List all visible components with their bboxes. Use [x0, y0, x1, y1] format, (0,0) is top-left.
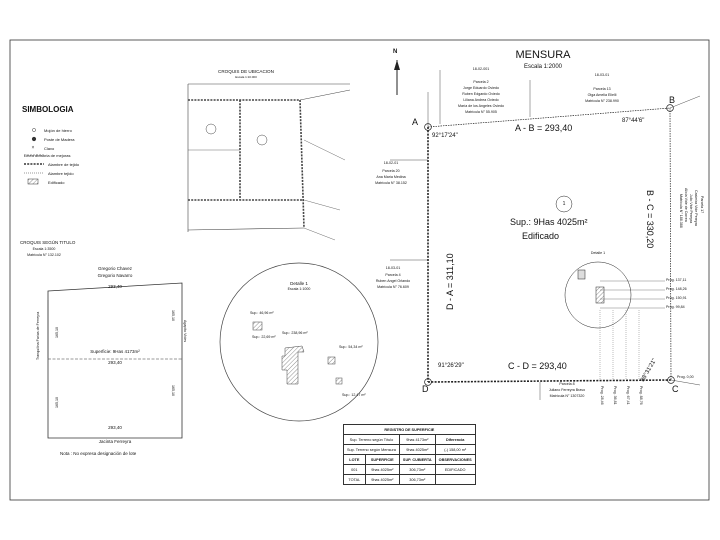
table-header: LOTE	[344, 455, 366, 465]
parcel-label: Matrícula N° 76.609	[377, 285, 409, 289]
parcel-label: Parcela 2	[473, 80, 489, 84]
nail-icon: ×	[31, 145, 35, 151]
legend-item: Alambre de tejido	[48, 162, 80, 167]
legend-item: Mojón de hierro	[44, 128, 72, 133]
table-header-row	[344, 455, 476, 465]
prog-label: Prog. 150,91	[666, 296, 687, 300]
parcel-label: María de los Angeles Oviedo	[458, 104, 504, 108]
title-sketch-left-dim: 165,10	[55, 327, 59, 338]
table-cell: TOTAL	[344, 475, 366, 485]
table-cell: Sup. Terreno según Mensura	[344, 445, 400, 455]
table-cell: (-) 158,00 m²	[435, 445, 475, 455]
parcel-label: Parcela 4	[385, 273, 401, 277]
wood-post-icon	[32, 137, 35, 140]
location-scale: Escala 1:10.000	[235, 75, 257, 79]
parcel-label: Parcela 20	[382, 169, 400, 173]
parcel-label: 18-02-01	[383, 161, 399, 165]
legend-item: Linea divisoria de mejoras	[24, 153, 71, 158]
angle-b: 87°44'6"	[622, 118, 645, 124]
vertex-b: B	[669, 95, 676, 105]
detail-area: Sup.: 12,47 m²	[342, 393, 366, 397]
title-sketch-title: CROQUIS SEGÚN TITULO	[20, 240, 76, 245]
table-cell: EDIFICADO	[435, 465, 475, 475]
parcel-label: Parcela 8	[559, 382, 575, 386]
parcel-label: Matrícula N° 188.388	[679, 194, 683, 228]
parcel-label: Ruben Angel Orlando	[375, 279, 411, 283]
prog-label: Prog. 88,76	[639, 386, 643, 405]
parcel-label: Jorge Eduardo Oviedo	[463, 86, 499, 90]
parcel-label: Parcela 13	[593, 87, 611, 91]
north-label: N	[393, 49, 398, 55]
angle-d: 91°26'29"	[438, 363, 464, 369]
detail-area: Sup.: 22,69 m²	[252, 335, 276, 339]
title-sketch-bottom-owner: Jacinta Ferreyra	[98, 439, 132, 444]
angle-c: 88°31'21"	[640, 357, 659, 383]
prog-label: Prog. 148,26	[666, 287, 687, 291]
location-title: CROQUIS DE UBICACION	[218, 69, 274, 74]
parcel-label: Ruben Edgardo Oviedo	[462, 92, 500, 96]
title-sketch-matricula: Matrícula N° 132.102	[27, 253, 61, 257]
title-sketch-owner-top-1: Gregorio Chavez	[97, 266, 133, 271]
title-sketch-scale: Escala 1:3500	[32, 247, 56, 251]
detail-area: Sup.: 46,96 m²	[250, 311, 274, 315]
parcel-label: Ana María Medina	[376, 175, 406, 179]
plan-scale: Escala 1:2000	[523, 64, 563, 70]
prog-label: Prog. 137,11	[666, 278, 687, 282]
legend-title: SIMBOLOGIA	[22, 105, 74, 114]
table-row	[344, 445, 476, 455]
detail-area: Sup.: 54,34 m²	[339, 345, 363, 349]
parcel-label: Julio Vide Pereyra	[689, 194, 693, 224]
area-register-table	[343, 424, 476, 485]
prog-label: Prog. 36,81	[613, 386, 617, 405]
parcel-label: 18-03-01	[594, 73, 610, 77]
angle-a: 92°17'24"	[432, 133, 458, 139]
table-cell: 306,73m²	[399, 475, 435, 485]
location-sketch	[188, 84, 350, 240]
table-cell: 9has 4025m²	[365, 475, 399, 485]
parcel-label: Juliano Ferreyra Bravo	[548, 388, 586, 392]
title-sketch-left-owner: Tranquilina Farias de Ferreyra	[36, 311, 40, 360]
title-sketch-sup: Superficie: 9Has 4173m²	[90, 349, 140, 354]
table-cell: 001	[344, 465, 366, 475]
title-sketch-right-dim: 165,10	[171, 385, 175, 396]
detail-title: Detalle 1	[290, 281, 308, 286]
built-area-icon	[28, 179, 38, 184]
vertex-d: D	[422, 384, 429, 394]
north-arrow	[394, 60, 400, 95]
table-header: OBSERVACIONES	[435, 455, 475, 465]
lot-status: Edificado	[522, 231, 560, 241]
legend-item: Alambre tejido	[48, 171, 74, 176]
detail-scale: Escala 1:1000	[287, 287, 311, 291]
table-header: SUPERFICIE	[365, 455, 399, 465]
legend-item: Clavo	[44, 146, 55, 151]
plan-title: MENSURA	[515, 49, 571, 61]
table-row	[344, 435, 476, 445]
legend-item: Poste de Madera	[44, 137, 75, 142]
lot-number: 1	[562, 201, 566, 207]
title-sketch-left-dim: 165,10	[55, 397, 59, 408]
table-cell: 9has 4173m²	[399, 435, 435, 445]
parcel-label: 18-03-01	[385, 266, 401, 270]
iron-marker-icon	[32, 128, 35, 131]
register-title: REGISTRO DE SUPERFICIE	[344, 425, 476, 435]
table-cell	[435, 475, 475, 485]
table-row	[344, 465, 476, 475]
prog-label: Prog. 99,84	[666, 305, 685, 309]
parcel-label: Alicia Vide de Correa	[684, 188, 688, 222]
table-cell: 9has 4025m²	[365, 465, 399, 475]
side-ab: A - B = 293,40	[515, 123, 573, 133]
title-sketch-mid-dim: 293,40	[108, 360, 122, 365]
vertex-a: A	[412, 117, 419, 127]
prog-label: Prog. 67,41	[626, 386, 630, 405]
legend-item: Edificado	[48, 180, 65, 185]
table-header: SUP. CUBIERTA	[399, 455, 435, 465]
lot-area: Sup.: 9Has 4025m²	[510, 217, 588, 227]
parcel-label: Matrícula N° 38.152	[375, 181, 407, 185]
prog-label: Prog. 0,00	[677, 375, 694, 379]
table-cell: Sup. Terreno según Título	[344, 435, 400, 445]
side-bc: B - C = 330,20	[645, 190, 655, 249]
vertex-c: C	[672, 384, 679, 394]
parcel-label: Matrícula N° 55.905	[465, 110, 497, 114]
table-cell: Diferencia	[435, 435, 475, 445]
detail-label: Detalle 1	[590, 251, 606, 255]
title-sketch-bottom-dim: 293,40	[108, 425, 122, 430]
prog-label: Prog. 28,46	[600, 386, 604, 405]
title-sketch-right-owner: Agapito Vides	[183, 320, 187, 343]
parcel-label: Matrícula N° 238.990	[585, 99, 619, 103]
side-da: D - A = 311,10	[445, 253, 455, 310]
title-sketch-owner-top-2: Gregorio Navarro	[97, 273, 133, 278]
title-sketch-right-dim: 165,10	[171, 310, 175, 321]
parcel-label: Parcela 17	[700, 196, 704, 214]
detail-area: Sup.: 238,96 m²	[282, 331, 308, 335]
title-sketch-note: Nota : No expresa designación de lote	[60, 451, 137, 456]
table-cell: 9has 4025m²	[399, 445, 435, 455]
title-sketch-top-dim: 293,40	[108, 284, 122, 289]
table-cell: 306,73m²	[399, 465, 435, 475]
parcel-label: Liliana Andrea Oviedo	[463, 98, 499, 102]
parcel-label: Olga Amelia Elielli	[587, 93, 617, 97]
side-cd: C - D = 293,40	[508, 361, 567, 371]
table-row	[344, 475, 476, 485]
parcel-label: 18-02-001	[472, 67, 490, 71]
parcel-label: Matrícula N° 1307320	[549, 394, 585, 398]
parcel-label: Casimira Vide Pereyra	[694, 190, 698, 226]
